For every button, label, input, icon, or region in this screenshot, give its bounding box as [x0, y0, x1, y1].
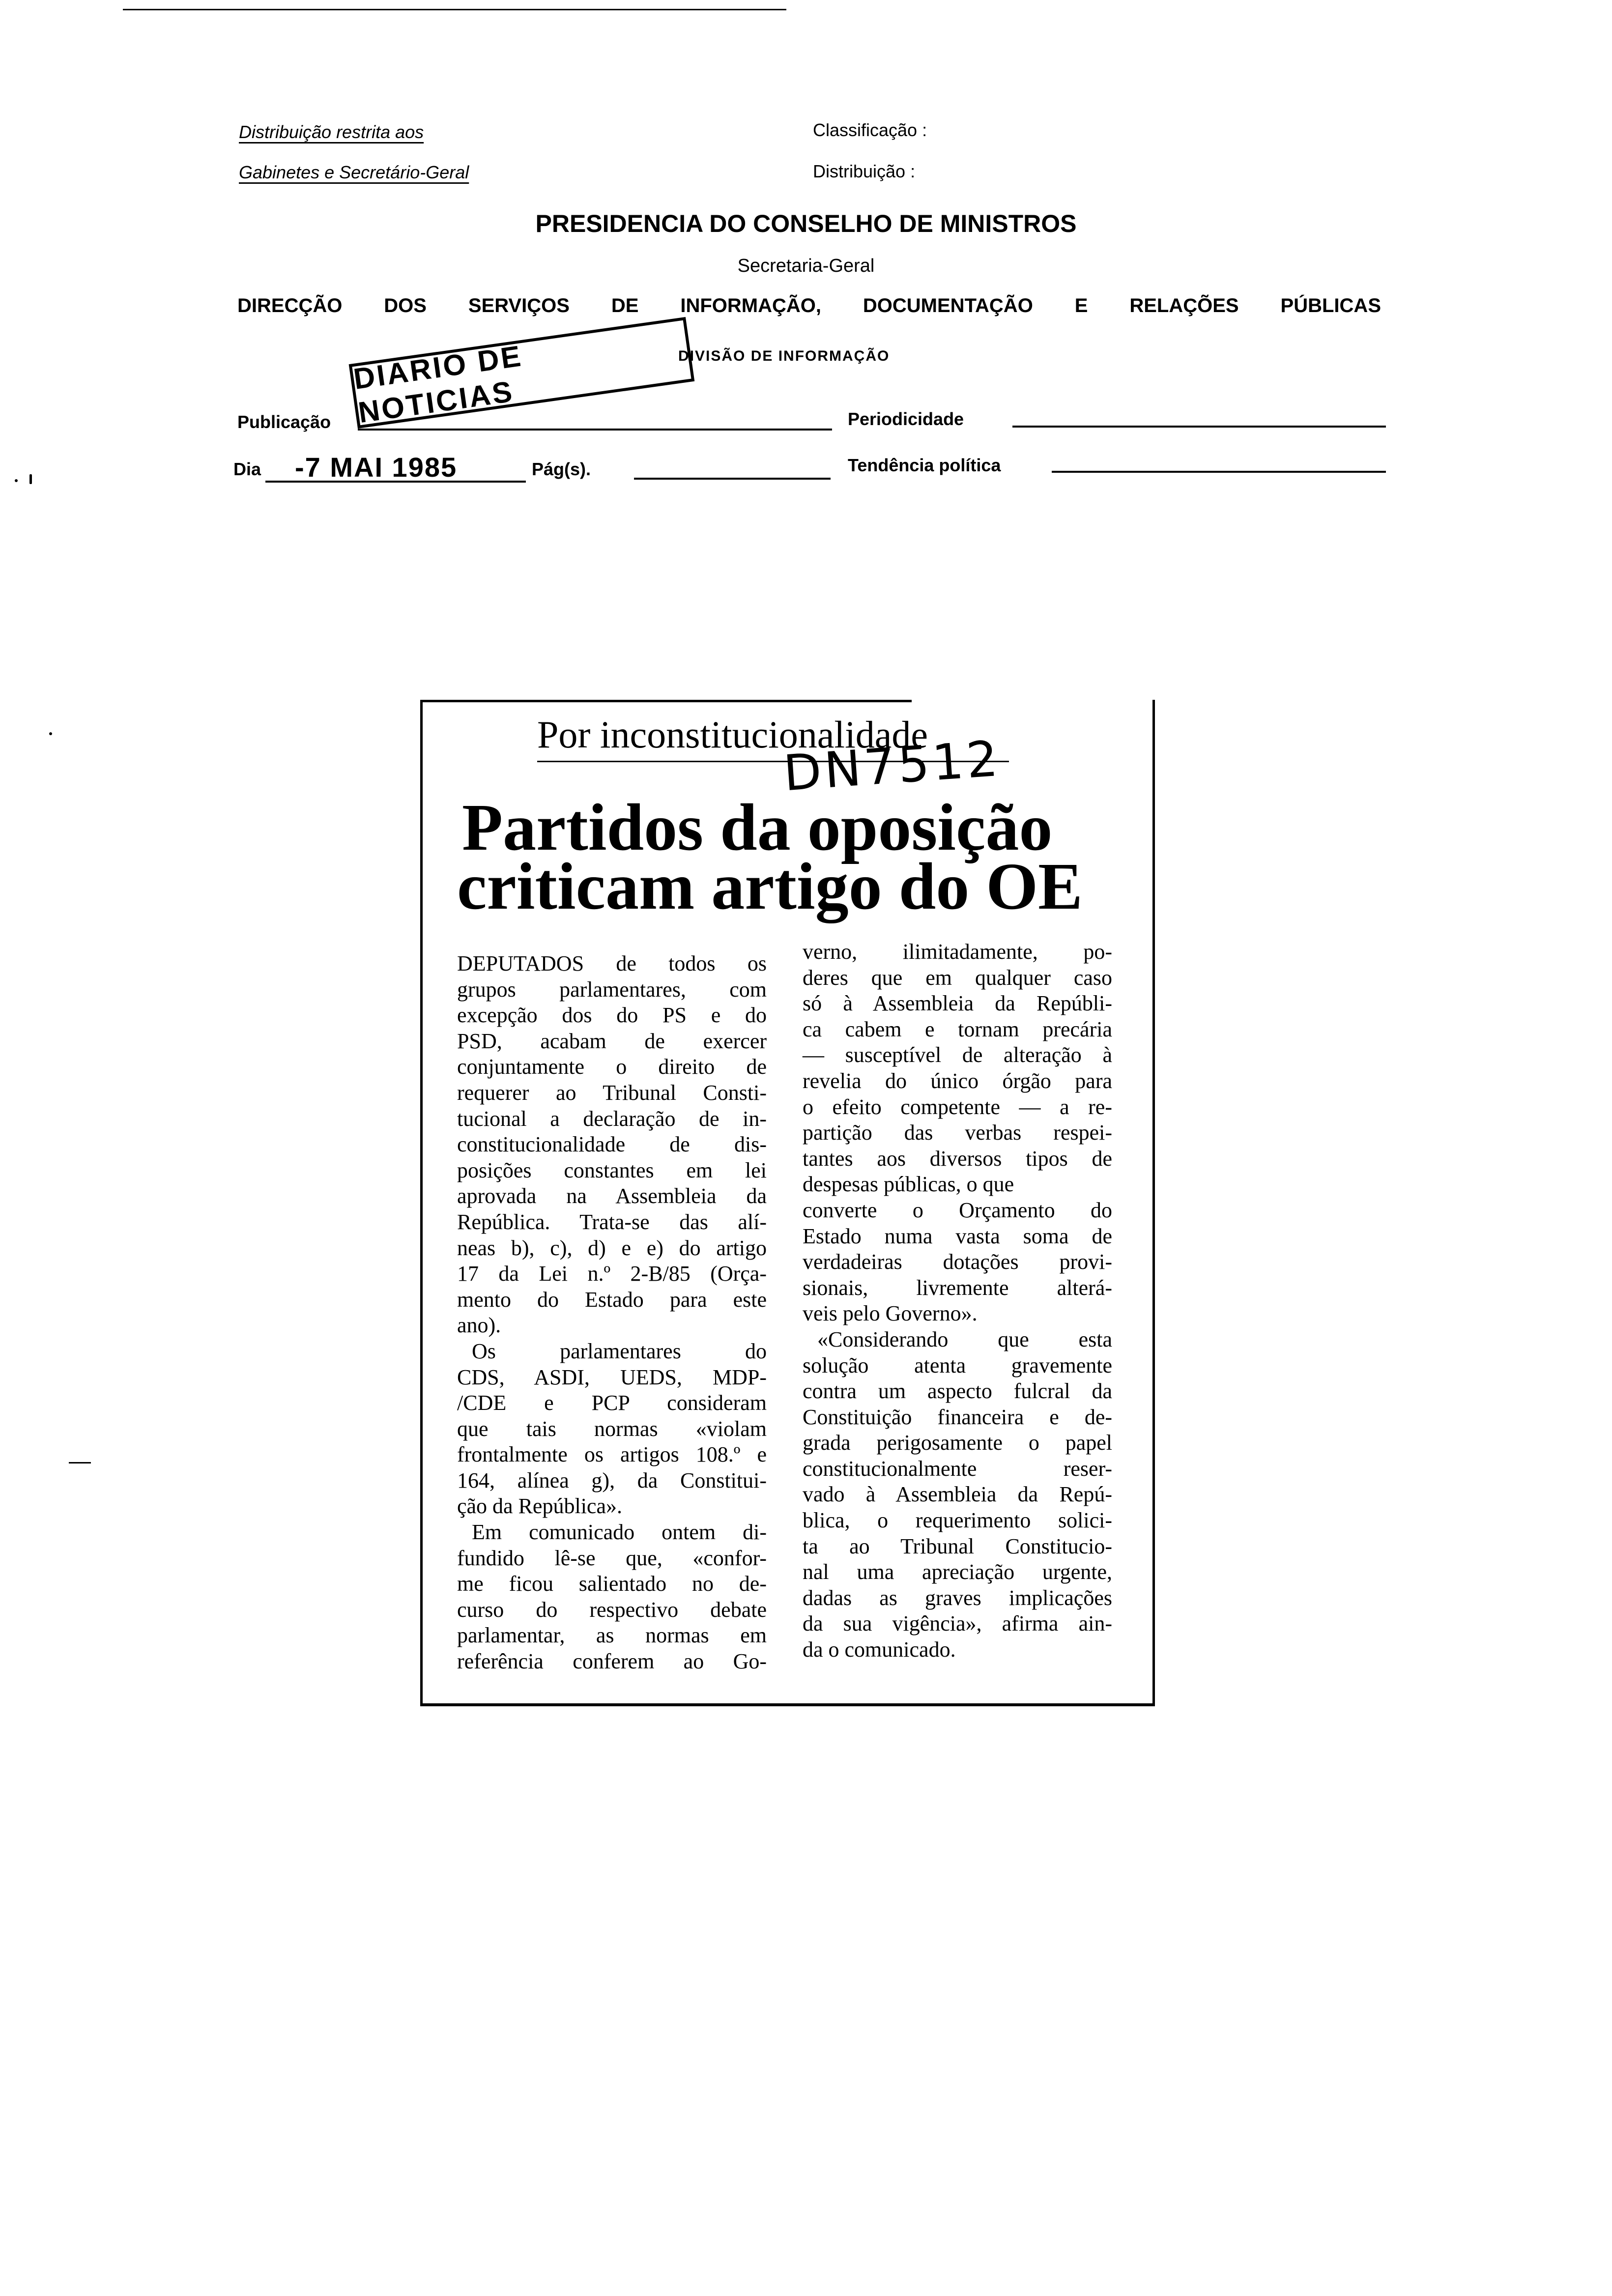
- article-text-line: DEPUTADOS de todos os: [457, 951, 767, 976]
- scan-speck: [49, 732, 52, 735]
- headline-line1: Partidos da oposição: [462, 791, 1053, 864]
- top-scan-edge: [123, 9, 786, 10]
- article-text-line: fundido lê-se que, «confor-: [457, 1546, 767, 1570]
- distribution-label: Distribuição :: [813, 161, 916, 181]
- article-text-line: verdadeiras dotações provi-: [803, 1250, 1112, 1274]
- article-column-2: [803, 939, 1112, 1663]
- publication-label: Publicação: [237, 412, 331, 432]
- article-text-line: revelia do único órgão para: [803, 1068, 1112, 1093]
- article-text-line: curso do respectivo debate: [457, 1597, 767, 1622]
- article-text-line: blica, o requerimento solici-: [803, 1508, 1112, 1533]
- article-text-line: solução atenta gravemente: [803, 1353, 1112, 1378]
- article-text-line: frontalmente os artigos 108.º e: [457, 1442, 767, 1467]
- article-text-line: ca cabem e tornam precária: [803, 1017, 1112, 1041]
- handwritten-reference: DN7512: [781, 729, 1003, 803]
- day-label: Dia: [233, 459, 261, 479]
- article-text-line: da sua vigência», afirma ain-: [803, 1611, 1112, 1636]
- article-text-line: contra um aspecto fulcral da: [803, 1379, 1112, 1404]
- article-text-line: verno, ilimitadamente, po-: [803, 940, 1112, 964]
- article-text-line: da o comunicado.: [803, 1637, 956, 1662]
- article-text-line: mento do Estado para este: [457, 1287, 767, 1312]
- article-text-line: PSD, acabam de exercer: [457, 1029, 767, 1053]
- day-field-line: [265, 481, 526, 483]
- date-stamp: -7 MAI 1985: [295, 452, 458, 483]
- article-text-line: aprovada na Assembleia da: [457, 1184, 767, 1208]
- article-text-line: — susceptível de alteração à: [803, 1043, 1112, 1067]
- article-text-line: referência conferem ao Go-: [457, 1649, 767, 1674]
- division-label: DIVISÃO DE INFORMAÇÃO: [678, 348, 890, 364]
- article-text-line: tucional a declaração de in-: [457, 1106, 767, 1131]
- article-text-line: Constituição financeira e de-: [803, 1405, 1112, 1429]
- article-text-line: Os parlamentares do: [472, 1339, 767, 1363]
- scan-speck: [29, 474, 32, 484]
- pages-field-line: [634, 478, 831, 480]
- article-text-line: 17 da Lei n.º 2-B/85 (Orça-: [457, 1262, 767, 1286]
- publication-stamp: DIARIO DE NOTICIAS: [349, 317, 695, 429]
- article-text-line: que tais normas «violam: [457, 1416, 767, 1441]
- periodicity-field-line: [1012, 426, 1386, 428]
- article-text-line: Estado numa vasta soma de: [803, 1224, 1112, 1248]
- article-text-line: só à Assembleia da Repúbli-: [803, 991, 1112, 1016]
- article-text-line: partição das verbas respei-: [803, 1120, 1112, 1145]
- article-text-line: tantes aos diversos tipos de: [803, 1146, 1112, 1171]
- org-subtitle: Secretaria-Geral: [737, 256, 875, 276]
- publication-field-line: [358, 429, 832, 430]
- article-text-line: o efeito competente — a re-: [803, 1094, 1112, 1119]
- article-text-line: 164, alínea g), da Constitui-: [457, 1468, 767, 1492]
- article-text-line: parlamentar, as normas em: [457, 1623, 767, 1648]
- article-text-line: requerer ao Tribunal Consti-: [457, 1080, 767, 1105]
- article-text-line: conjuntamente o direito de: [457, 1055, 767, 1079]
- article-text-line: me ficou salientado no de-: [457, 1572, 767, 1596]
- article-text-line: neas b), c), d) e e) do artigo: [457, 1235, 767, 1260]
- article-text-line: deres que em qualquer caso: [803, 965, 1112, 990]
- classification-label: Classificação :: [813, 120, 927, 140]
- tendency-field-line: [1052, 471, 1386, 473]
- headline-line2: criticam artigo do OE: [457, 850, 1083, 923]
- scan-mark: [69, 1462, 91, 1464]
- article-text-line: constitucionalmente reser-: [803, 1456, 1112, 1481]
- article-text-line: sionais, livremente alterá-: [803, 1275, 1112, 1300]
- article-text-line: Em comunicado ontem di-: [472, 1520, 767, 1545]
- article-kicker: Por inconstitucionalidade: [537, 713, 928, 756]
- article-text-line: constitucionalidade de dis-: [457, 1132, 767, 1157]
- article-text-line: veis pelo Governo».: [803, 1301, 978, 1326]
- article-text-line: nal uma apreciação urgente,: [803, 1560, 1112, 1584]
- article-text-line: ta ao Tribunal Constitucio-: [803, 1534, 1112, 1558]
- article-text-line: grada perigosamente o papel: [803, 1431, 1112, 1455]
- scan-speck: [15, 479, 18, 482]
- article-text-line: CDS, ASDI, UEDS, MDP-: [457, 1365, 767, 1389]
- directorate-line: DIRECÇÃO DOS SERVIÇOS DE INFORMAÇÃO, DOCUMENTAÇÃO E RELAÇÕES PÚBLICAS: [237, 295, 1381, 316]
- article-text-line: despesas públicas, o que: [803, 1172, 1014, 1197]
- pages-label: Pág(s).: [532, 459, 591, 479]
- article-text-line: República. Trata-se das alí-: [457, 1209, 767, 1234]
- article-text-line: converte o Orçamento do: [803, 1198, 1112, 1222]
- article-text-line: ano).: [457, 1313, 501, 1338]
- article-text-line: vado à Assembleia da Repú-: [803, 1482, 1112, 1507]
- article-text-line: «Considerando que esta: [817, 1327, 1112, 1351]
- article-text-line: excepção dos do PS e do: [457, 1003, 767, 1028]
- periodicity-label: Periodicidade: [848, 409, 964, 429]
- org-title: PRESIDENCIA DO CONSELHO DE MINISTROS: [535, 210, 1077, 237]
- article-column-1: [457, 951, 767, 1675]
- article-text-line: posições constantes em lei: [457, 1158, 767, 1182]
- article-text-line: grupos parlamentares, com: [457, 977, 767, 1002]
- article-text-line: ção da República».: [457, 1494, 622, 1519]
- restricted-distribution-line1: Distribuição restrita aos: [239, 122, 424, 142]
- tendency-label: Tendência política: [848, 455, 1001, 475]
- article-text-line: /CDE e PCP consideram: [457, 1391, 767, 1415]
- restricted-distribution-line2: Gabinetes e Secretário-Geral: [239, 162, 469, 182]
- article-text-line: dadas as graves implicações: [803, 1585, 1112, 1610]
